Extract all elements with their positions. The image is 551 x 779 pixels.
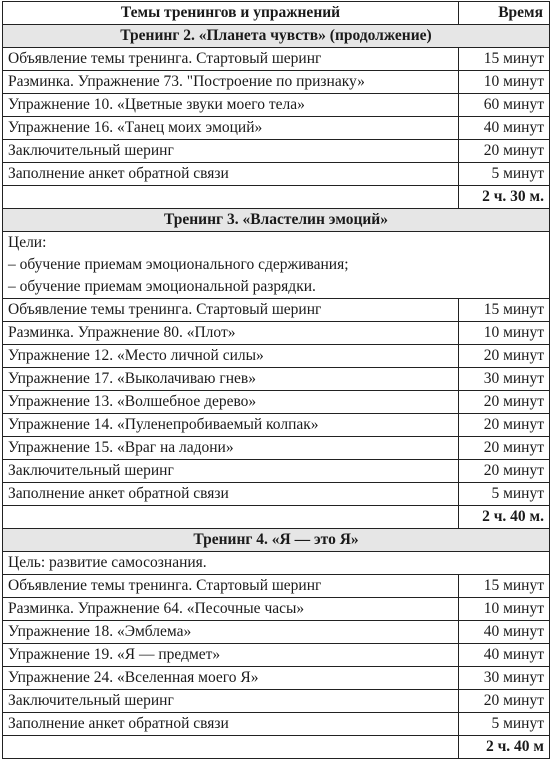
exercise-topic: Заключительный шеринг — [3, 690, 459, 713]
table-row — [3, 690, 550, 713]
section-total-time: 2 ч. 40 м — [459, 736, 550, 759]
exercise-time: 10 минут — [459, 322, 550, 345]
exercise-time: 40 минут — [459, 117, 550, 140]
exercise-time: 10 минут — [459, 71, 550, 94]
exercise-topic: Заполнение анкет обратной связи — [3, 483, 459, 506]
exercise-time: 10 минут — [459, 598, 550, 621]
goal-line: – обучение приемам эмоционального сдерживания; — [8, 256, 349, 273]
exercise-topic: Упражнение 13. «Волшебное дерево» — [3, 391, 459, 414]
table-row — [3, 299, 550, 322]
exercise-topic: Упражнение 16. «Танец моих эмоций» — [3, 117, 459, 140]
exercise-time: 5 минут — [459, 483, 550, 506]
section-title: Тренинг 3. «Властелин эмоций» — [3, 209, 550, 232]
table-row — [3, 94, 550, 117]
exercise-topic: Объявление темы тренинга. Стартовый шеринг — [3, 48, 459, 71]
exercise-time: 20 минут — [459, 391, 550, 414]
exercise-time: 20 минут — [459, 690, 550, 713]
exercise-time: 15 минут — [459, 575, 550, 598]
section-goals — [3, 232, 550, 299]
exercise-time: 30 минут — [459, 667, 550, 690]
table-row — [3, 667, 550, 690]
exercise-topic: Заполнение анкет обратной связи — [3, 163, 459, 186]
goal-line: Цель: развитие самосознания. — [8, 554, 207, 571]
exercise-time: 20 минут — [459, 414, 550, 437]
table-row — [3, 71, 550, 94]
table-row — [3, 621, 550, 644]
exercise-time: 30 минут — [459, 368, 550, 391]
table-row — [3, 644, 550, 667]
table-row — [3, 48, 550, 71]
table-row — [3, 414, 550, 437]
exercise-time: 40 минут — [459, 644, 550, 667]
table-row — [3, 713, 550, 736]
table-row — [3, 575, 550, 598]
table-row — [3, 598, 550, 621]
exercise-topic: Упражнение 15. «Враг на ладони» — [3, 437, 459, 460]
table-row — [3, 460, 550, 483]
exercise-time: 5 минут — [459, 713, 550, 736]
exercise-time: 5 минут — [459, 163, 550, 186]
goal-line: Цели: — [8, 234, 47, 251]
table-row — [3, 140, 550, 163]
exercise-time: 15 минут — [459, 48, 550, 71]
table-row — [3, 345, 550, 368]
exercise-topic: Упражнение 14. «Пуленепробиваемый колпак» — [3, 414, 459, 437]
section-goals-row — [3, 232, 550, 299]
exercise-time: 20 минут — [459, 437, 550, 460]
exercise-time: 20 минут — [459, 345, 550, 368]
section-total-row — [3, 506, 550, 529]
table-row — [3, 117, 550, 140]
exercise-topic: Разминка. Упражнение 64. «Песочные часы» — [3, 598, 459, 621]
section-title-row — [3, 529, 550, 552]
exercise-topic: Объявление темы тренинга. Стартовый шеринг — [3, 575, 459, 598]
table-row — [3, 483, 550, 506]
table-header-row — [3, 2, 550, 25]
exercise-topic: Упражнение 19. «Я — предмет» — [3, 644, 459, 667]
table-row — [3, 368, 550, 391]
table-row — [3, 391, 550, 414]
section-title: Тренинг 2. «Планета чувств» (продолжение) — [3, 25, 550, 48]
section-title-row — [3, 209, 550, 232]
section-total-row — [3, 186, 550, 209]
section-total-row — [3, 736, 550, 759]
section-title-row — [3, 25, 550, 48]
exercise-topic: Упражнение 24. «Вселенная моего Я» — [3, 667, 459, 690]
goal-line: – обучение приемам эмоциональной разрядки. — [8, 278, 316, 295]
total-spacer-cell — [3, 506, 459, 529]
table-row — [3, 437, 550, 460]
exercise-time: 15 минут — [459, 299, 550, 322]
exercise-topic: Заключительный шеринг — [3, 140, 459, 163]
time-column-header: Время — [459, 2, 550, 25]
section-title: Тренинг 4. «Я — это Я» — [3, 529, 550, 552]
exercise-topic: Упражнение 17. «Выколачиваю гнев» — [3, 368, 459, 391]
total-spacer-cell — [3, 736, 459, 759]
section-total-time: 2 ч. 40 м. — [459, 506, 550, 529]
exercise-topic: Упражнение 12. «Место личной силы» — [3, 345, 459, 368]
exercise-topic: Заполнение анкет обратной связи — [3, 713, 459, 736]
exercise-time: 40 минут — [459, 621, 550, 644]
table-row — [3, 163, 550, 186]
exercise-time: 20 минут — [459, 140, 550, 163]
exercise-topic: Разминка. Упражнение 73. "Построение по признаку» — [3, 71, 459, 94]
exercise-topic: Разминка. Упражнение 80. «Плот» — [3, 322, 459, 345]
section-goals-row — [3, 552, 550, 575]
exercise-topic: Заключительный шеринг — [3, 460, 459, 483]
section-total-time: 2 ч. 30 м. — [459, 186, 550, 209]
section-goals — [3, 552, 550, 575]
exercise-topic: Упражнение 10. «Цветные звуки моего тела» — [3, 94, 459, 117]
topic-column-header: Темы тренингов и упражнений — [3, 2, 459, 25]
table-row — [3, 322, 550, 345]
table-body — [3, 25, 550, 759]
total-spacer-cell — [3, 186, 459, 209]
training-schedule-table — [2, 1, 550, 759]
exercise-topic: Упражнение 18. «Эмблема» — [3, 621, 459, 644]
exercise-topic: Объявление темы тренинга. Стартовый шеринг — [3, 299, 459, 322]
exercise-time: 60 минут — [459, 94, 550, 117]
exercise-time: 20 минут — [459, 460, 550, 483]
